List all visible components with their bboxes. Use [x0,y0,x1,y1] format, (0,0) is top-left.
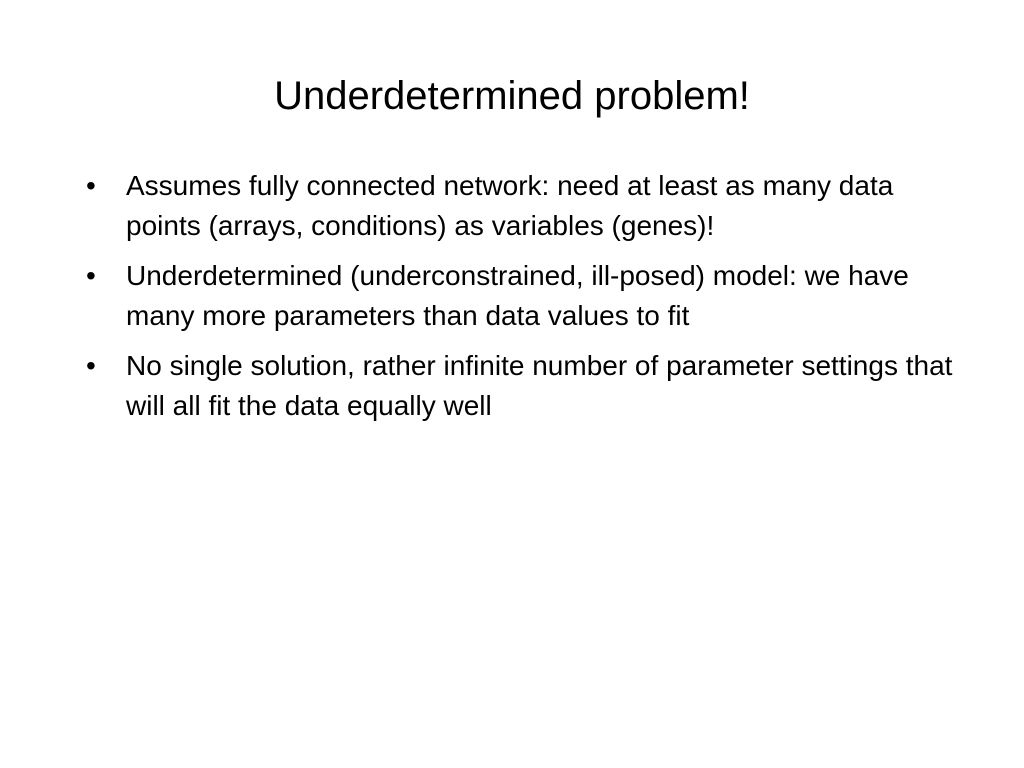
slide-title: Underdetermined problem! [274,74,750,118]
bullet-dot-icon: • [86,170,96,201]
bullet-text: No single solution, rather infinite number of parameter settings that will all fit the data equally well [126,350,953,421]
bullet-list [82,166,962,436]
bullet-item [82,166,962,246]
bullet-dot-icon: • [86,350,96,381]
bullet-text: Underdetermined (underconstrained, ill-posed) model: we have many more parameters than data values to fit [126,260,909,331]
bullet-text: Assumes fully connected network: need at least as many data points (arrays, conditions) as variables (genes)! [126,170,894,241]
bullet-dot-icon: • [86,260,96,291]
bullet-item [82,256,962,336]
bullet-item [82,346,962,426]
